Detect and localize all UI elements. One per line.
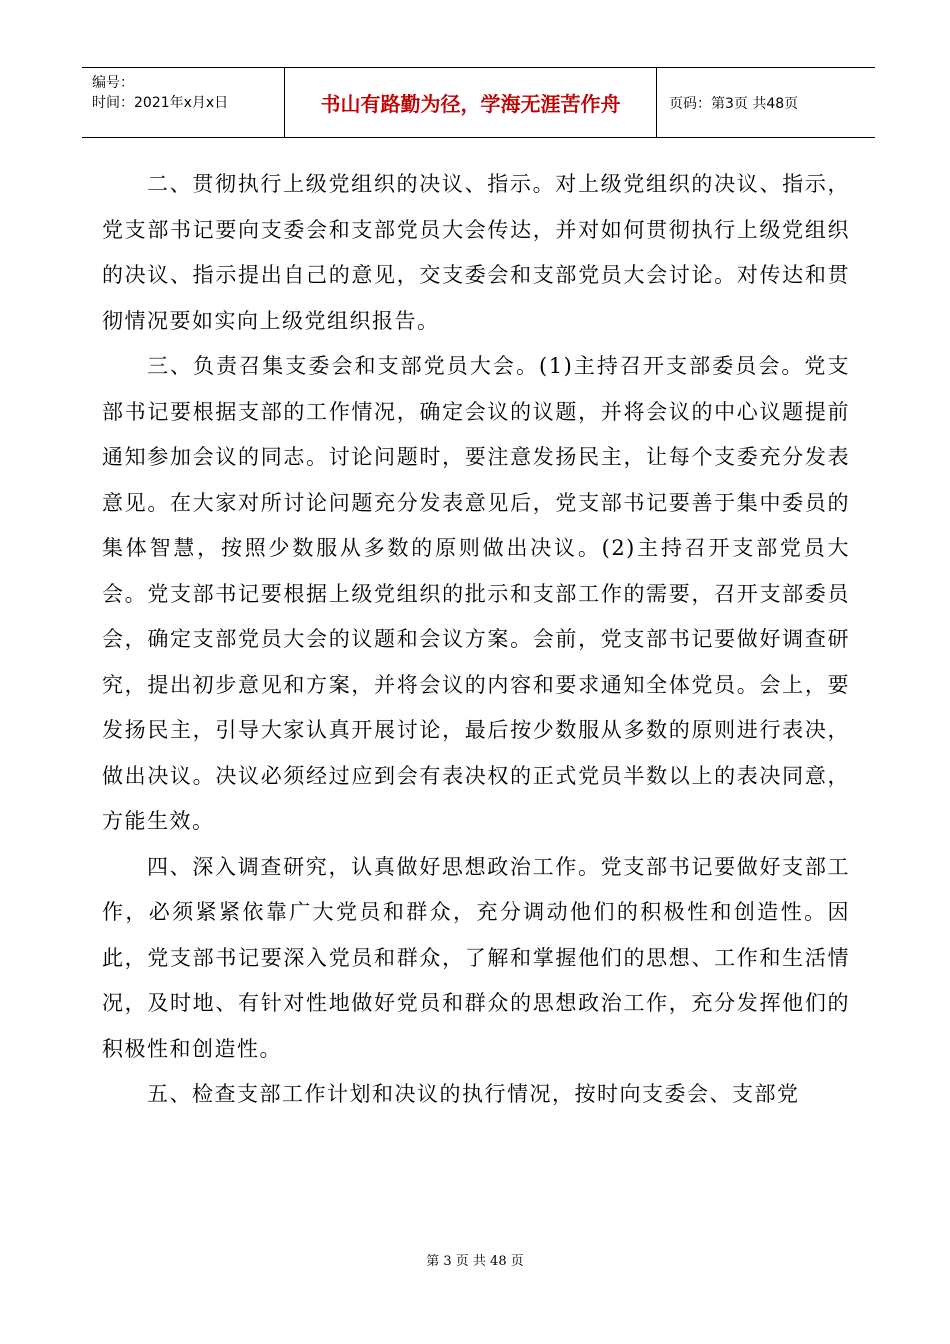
paragraph-3: 三、负责召集支委会和支部党员大会。(1)主持召开支部委员会。党支部书记要根据支部的工作情况，确定会议的议题，并将会议的中心议题提前通知参加会议的同志。讨论问题时，要注意发扬民主，让每个支委充分发表意见。在大家对所讨论问题充分发表意见后，党支部书记要善于集中委员的集体智慧，按照少数服从多数的原则做出决议。(2)主持召开支部党员大会。党支部书记要根据上级党组织的批示和支部工作的需要，召开支部委员会，确定支部党员大会的议题和会议方案。会前，党支部书记要做好调查研究，提出初步意见和方案，并将会议的内容和要求通知全体党员。会上，要发扬民主，引导大家认真开展讨论，最后按少数服从多数的原则进行表决，做出决议。决议必须经过应到会有表决权的正式党员半数以上的表决同意，方能生效。 xyxy=(102,354,850,833)
paragraph-2: 二、贯彻执行上级党组织的决议、指示。对上级党组织的决议、指示，党支部书记要向支委会和支部党员大会传达，并对如何贯彻执行上级党组织的决议、指示提出自己的意见，交支委会和支部党员大会讨论。对传达和贯彻情况要如实向上级党组织报告。 xyxy=(102,172,850,333)
document-body xyxy=(102,162,850,1118)
time-label: 时间：2021年x月x日 xyxy=(92,95,229,111)
motto-text: 书山有路勤为径，学海无涯苦作舟 xyxy=(320,92,621,116)
number-label: 编号： xyxy=(92,75,134,91)
header-page-cell xyxy=(657,68,875,137)
header-motto-cell xyxy=(285,68,657,137)
page-footer: 第 3 页 共 48 页 xyxy=(426,1254,524,1269)
header-meta-cell xyxy=(82,68,285,137)
paragraph-4: 四、深入调查研究，认真做好思想政治工作。党支部书记要做好支部工作，必须紧紧依靠广大党员和群众，充分调动他们的积极性和创造性。因此，党支部书记要深入党员和群众，了解和掌握他们的思想、工作和生活情况，及时地、有针对性地做好党员和群众的思想政治工作，充分发挥他们的积极性和创造性。 xyxy=(102,854,850,1061)
header-table xyxy=(82,67,875,138)
page-code: 页码：第3页 共48页 xyxy=(669,95,799,112)
paragraph-5: 五、检查支部工作计划和决议的执行情况，按时向支委会、支部党 xyxy=(147,1082,800,1106)
